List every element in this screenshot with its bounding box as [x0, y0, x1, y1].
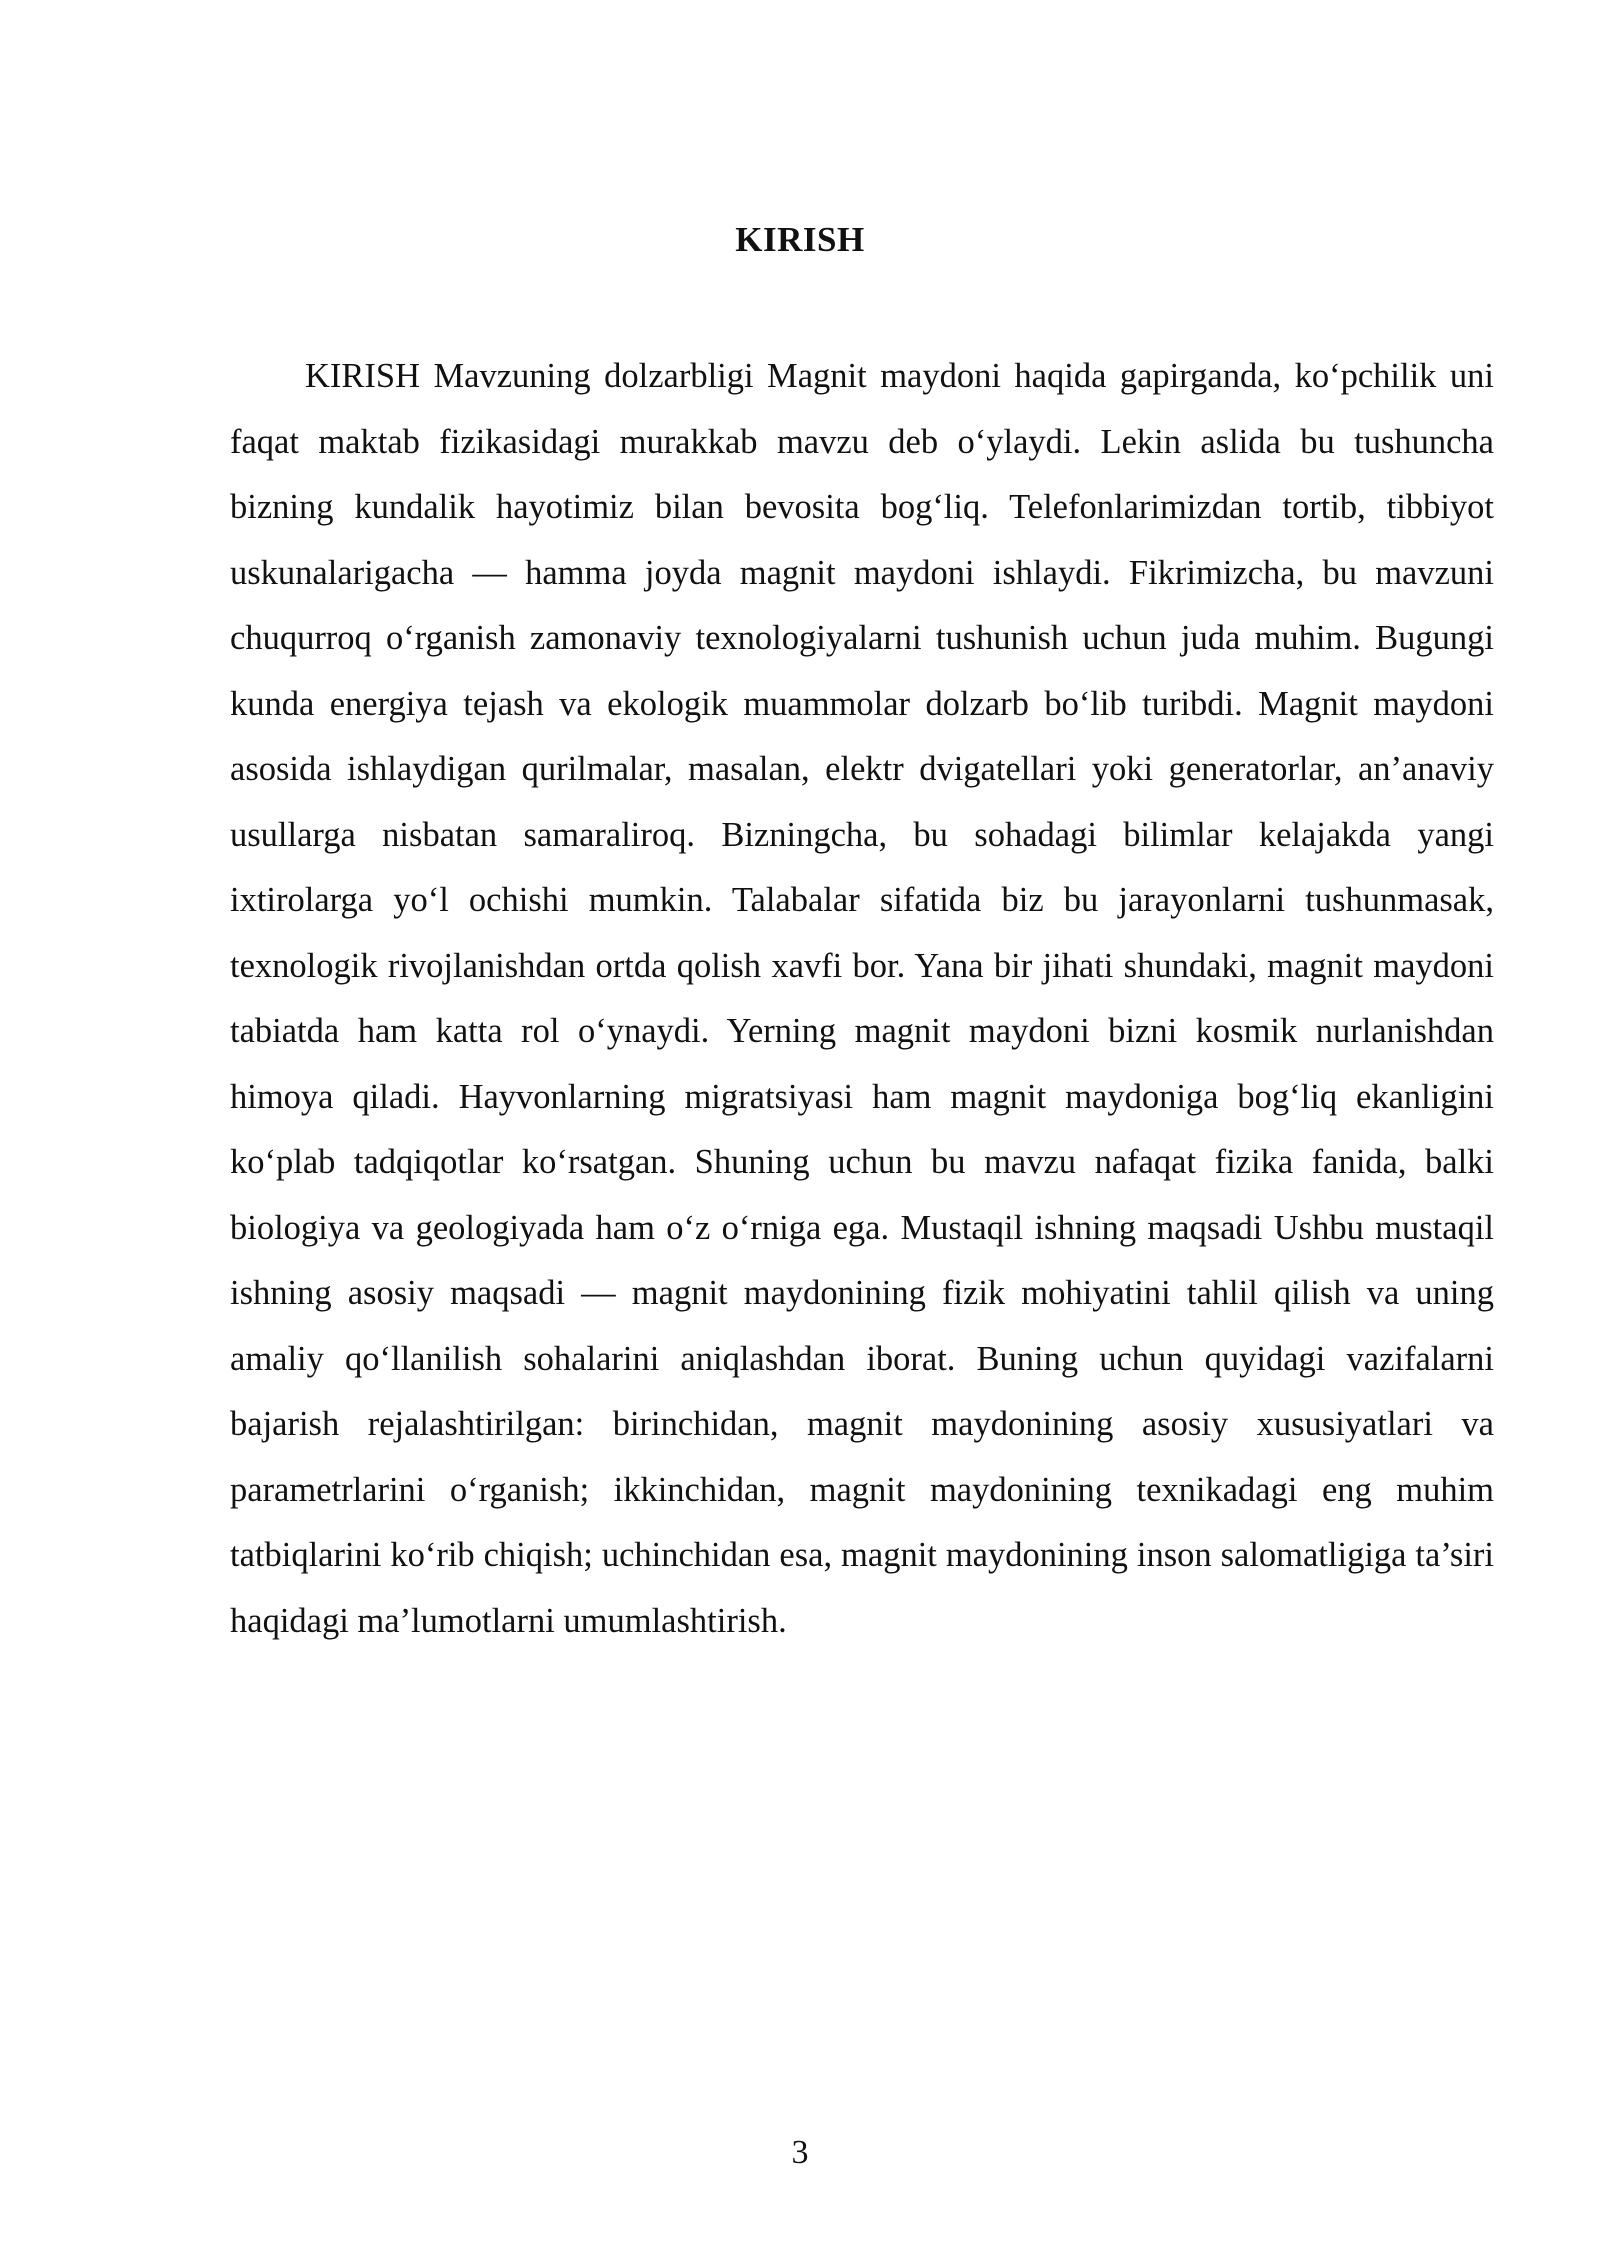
- body-paragraph: KIRISH Mavzuning dolzarbligi Magnit maydoni haqida gapirganda, koʻpchilik uni faqat maktab fizikasidagi murakkab mavzu deb oʻylaydi. Lekin aslida bu tushuncha bizning kundalik hayotimiz bilan bevosita bogʻliq. Telefonlarimizdan tortib, tibbiyot uskunalarigacha — hamma joyda magnit maydoni ishlaydi. Fikrimizcha, bu mavzuni chuqurroq oʻrganish zamonaviy texnologiyalarni tushunish uchun juda muhim. Bugungi kunda energiya tejash va ekologik muammolar dolzarb boʻlib turibdi. Magnit maydoni asosida ishlaydigan qurilmalar, masalan, elektr dvigatellari yoki generatorlar, an’anaviy usullarga nisbatan samaraliroq. Bizningcha, bu sohadagi bilimlar kelajakda yangi ixtirolarga yoʻl ochishi mumkin. Talabalar sifatida biz bu jarayonlarni tushunmasak, texnologik rivojlanishdan ortda qolish xavfi bor. Yana bir jihati shundaki, magnit maydoni tabiatda ham katta rol oʻynaydi. Yerning magnit maydoni bizni kosmik nurlanishdan himoya qiladi. Hayvonlarning migratsiyasi ham magnit maydoniga bogʻliq ekanligini koʻplab tadqiqotlar koʻrsatgan. Shuning uchun bu mavzu nafaqat fizika fanida, balki biologiya va geologiyada ham oʻz oʻrniga ega. Mustaqil ishning maqsadi Ushbu mustaqil ishning asosiy maqsadi — magnit maydonining fizik mohiyatini tahlil qilish va uning amaliy qoʻllanilish sohalarini aniqlashdan iborat. Buning uchun quyidagi vazifalarni bajarish rejalashtirilgan: birinchidan, magnit maydonining asosiy xususiyatlari va parametrlarini oʻrganish; ikkinchidan, magnit maydonining texnikadagi eng muhim tatbiqlarini koʻrib chiqish; uchinchidan esa, magnit maydonining inson salomatligiga ta’siri haqidagi ma’lumotlarni umumlashtirish.: [230, 357, 1494, 1640]
- section-title: KIRISH: [735, 220, 865, 259]
- page-number: 3: [791, 2134, 809, 2171]
